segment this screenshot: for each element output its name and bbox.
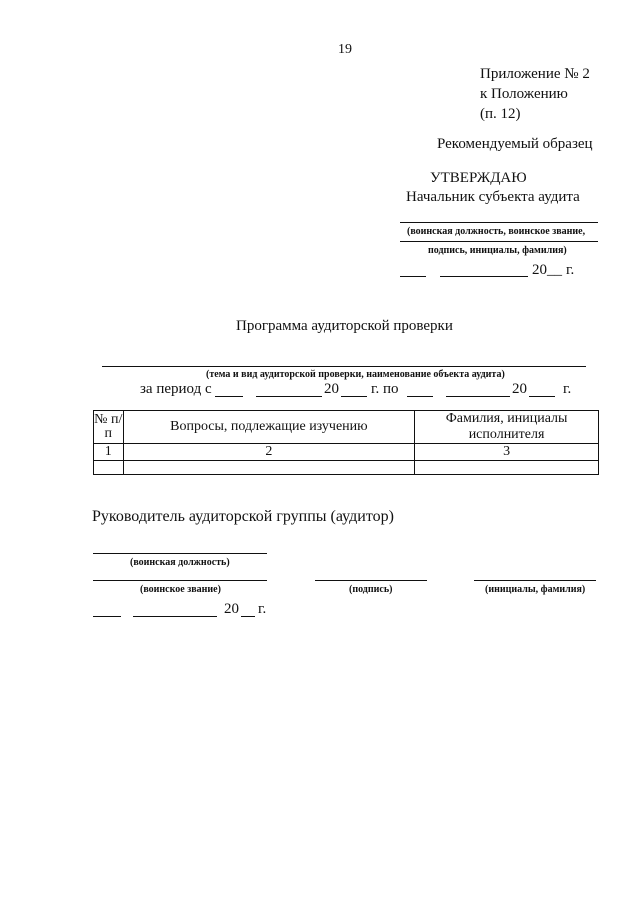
bottom-year-line [241,616,255,617]
appendix-line-3: (п. 12) [480,106,521,122]
header-number [94,411,124,444]
table-row [94,461,599,475]
appendix-line-2: к Положению [480,86,568,102]
topic-line [102,366,586,367]
approval-caption-1: (воинская должность, воинское звание, [407,226,586,237]
leader-title: Руководитель аудиторской группы (аудитор) [92,508,394,525]
leader-rank-caption: (воинское звание) [140,584,221,595]
period-label: за период с [140,381,212,397]
leader-name-line [474,580,596,581]
period-to-year-line [529,396,555,397]
table-cell: 2 [123,444,415,461]
table-header-row [94,411,599,444]
table-cell [415,461,599,475]
header-executor-label: Фамилия, инициалы исполнителя [445,411,568,442]
approval-month-line [440,276,528,277]
approval-date-year: 20__ [532,262,562,278]
recommended-sample: Рекомендуемый образец [437,136,593,152]
approval-date-suffix: г. [566,262,575,278]
leader-rank-line [93,580,267,581]
program-title: Программа аудиторской проверки [236,318,453,334]
bottom-day-line [93,616,121,617]
period-to-month-line [446,396,510,397]
leader-name-caption: (инициалы, фамилия) [485,584,586,595]
header-number-label: № п/п [94,412,123,441]
bottom-month-line [133,616,217,617]
header-questions-label: Вопросы, подлежащие изучению [170,419,368,434]
leader-signature-caption: (подпись) [349,584,393,595]
approval-heading: УТВЕРЖДАЮ [430,170,527,186]
table-cell [94,461,124,475]
period-suffix: г. [563,381,572,397]
bottom-date-suffix: г. [258,601,267,617]
approval-position: Начальник субъекта аудита [406,189,580,205]
bottom-date-year: 20 [224,601,239,617]
table-cell: 1 [94,444,124,461]
leader-position-line [93,553,267,554]
period-year-1: 20 [324,381,339,397]
questions-table [93,410,599,475]
header-questions [123,411,415,444]
approval-signature-line [400,222,598,223]
appendix-line-1: Приложение № 2 [480,66,590,82]
topic-caption: (тема и вид аудиторской проверки, наименование объекта аудита) [206,369,505,380]
table-numbers-row [94,444,599,461]
approval-caption-2: подпись, инициалы, фамилия) [428,245,567,256]
leader-position-caption: (воинская должность) [130,557,230,568]
page-number: 19 [338,42,352,57]
approval-day-line [400,276,426,277]
period-year-2: 20 [512,381,527,397]
period-from-year-line [341,396,367,397]
header-executor [415,411,599,444]
approval-signature-line-2 [400,241,598,242]
table-cell: 3 [415,444,599,461]
leader-signature-line [315,580,427,581]
period-from-month-line [256,396,322,397]
period-middle: г. по [371,381,399,397]
table-cell [123,461,415,475]
period-to-day-line [407,396,433,397]
period-from-day-line [215,396,243,397]
